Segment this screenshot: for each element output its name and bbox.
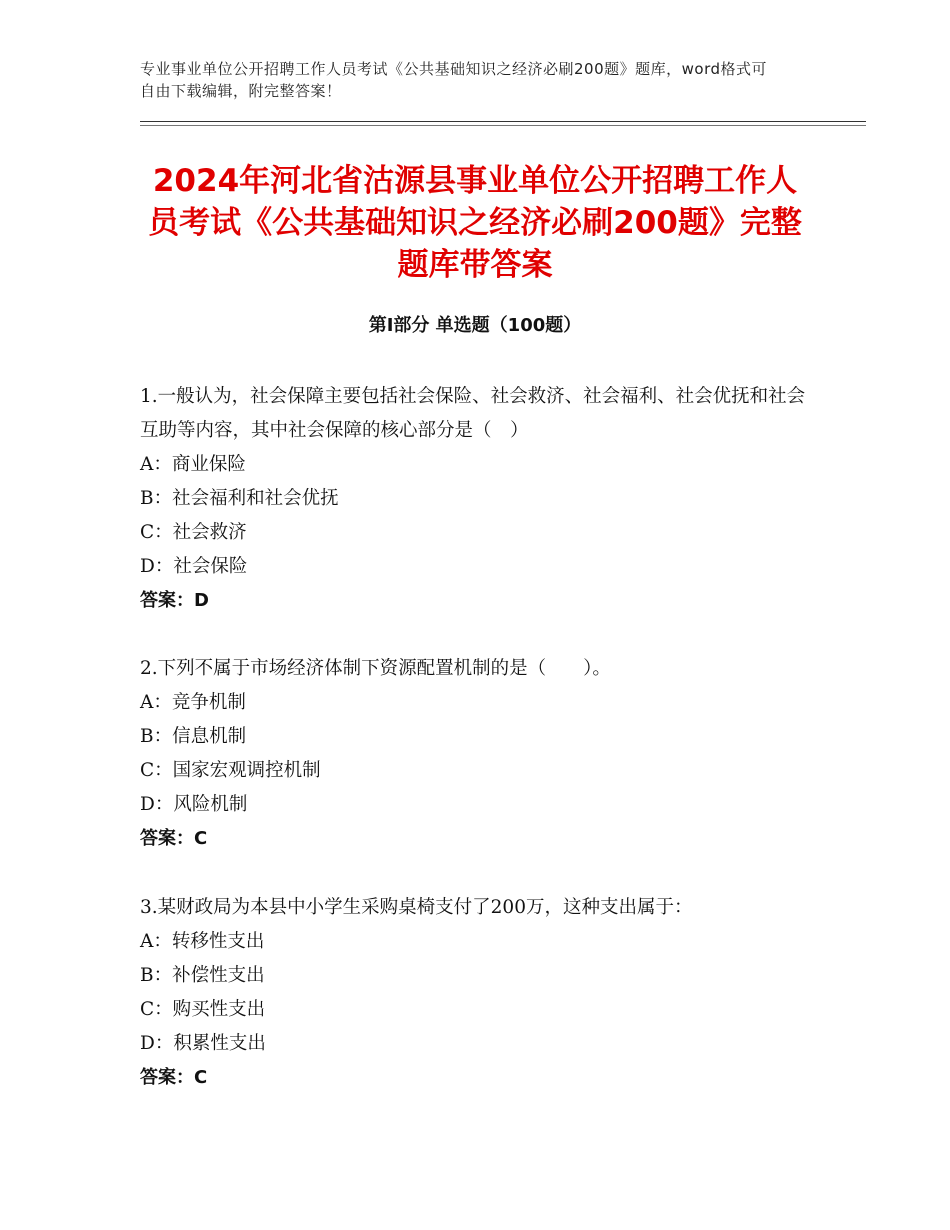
option-c: C：社会救济	[140, 522, 247, 543]
question-2	[140, 652, 820, 856]
option-d: D：社会保险	[140, 556, 248, 577]
option-b: B：补偿性支出	[140, 965, 265, 986]
option-a: A：竞争机制	[140, 692, 246, 713]
question-3	[140, 891, 820, 1095]
option-b: B：社会福利和社会优抚	[140, 488, 339, 509]
answer: 答案：C	[140, 828, 208, 849]
option-c: C：购买性支出	[140, 999, 266, 1020]
answer: 答案：C	[140, 1067, 208, 1088]
question-stem: 3.某财政局为本县中小学生采购桌椅支付了200万，这种支出属于：	[140, 897, 693, 918]
option-d: D：风险机制	[140, 794, 248, 815]
header-note: 专业事业单位公开招聘工作人员考试《公共基础知识之经济必刷200题》题库，word格式可自由下载编辑，附完整答案！	[140, 60, 768, 100]
section-title: 第Ⅰ部分 单选题（100题）	[368, 315, 582, 336]
answer: 答案：D	[140, 590, 209, 611]
option-c: C：国家宏观调控机制	[140, 760, 321, 781]
option-b: B：信息机制	[140, 726, 247, 747]
option-a: A：商业保险	[140, 454, 246, 475]
header-divider	[140, 121, 866, 122]
header-divider-thin	[140, 125, 866, 126]
question-stem: 1.一般认为，社会保障主要包括社会保险、社会救济、社会福利、社会优抚和社会互助等内容，其中社会保障的核心部分是（ ）	[140, 386, 806, 441]
option-d: D：积累性支出	[140, 1033, 266, 1054]
document-title: 2024年河北省沽源县事业单位公开招聘工作人员考试《公共基础知识之经济必刷200题》完整题库带答案	[148, 163, 802, 283]
option-a: A：转移性支出	[140, 931, 265, 952]
question-stem: 2.下列不属于市场经济体制下资源配置机制的是（ ）。	[140, 658, 611, 679]
question-1	[140, 380, 820, 618]
